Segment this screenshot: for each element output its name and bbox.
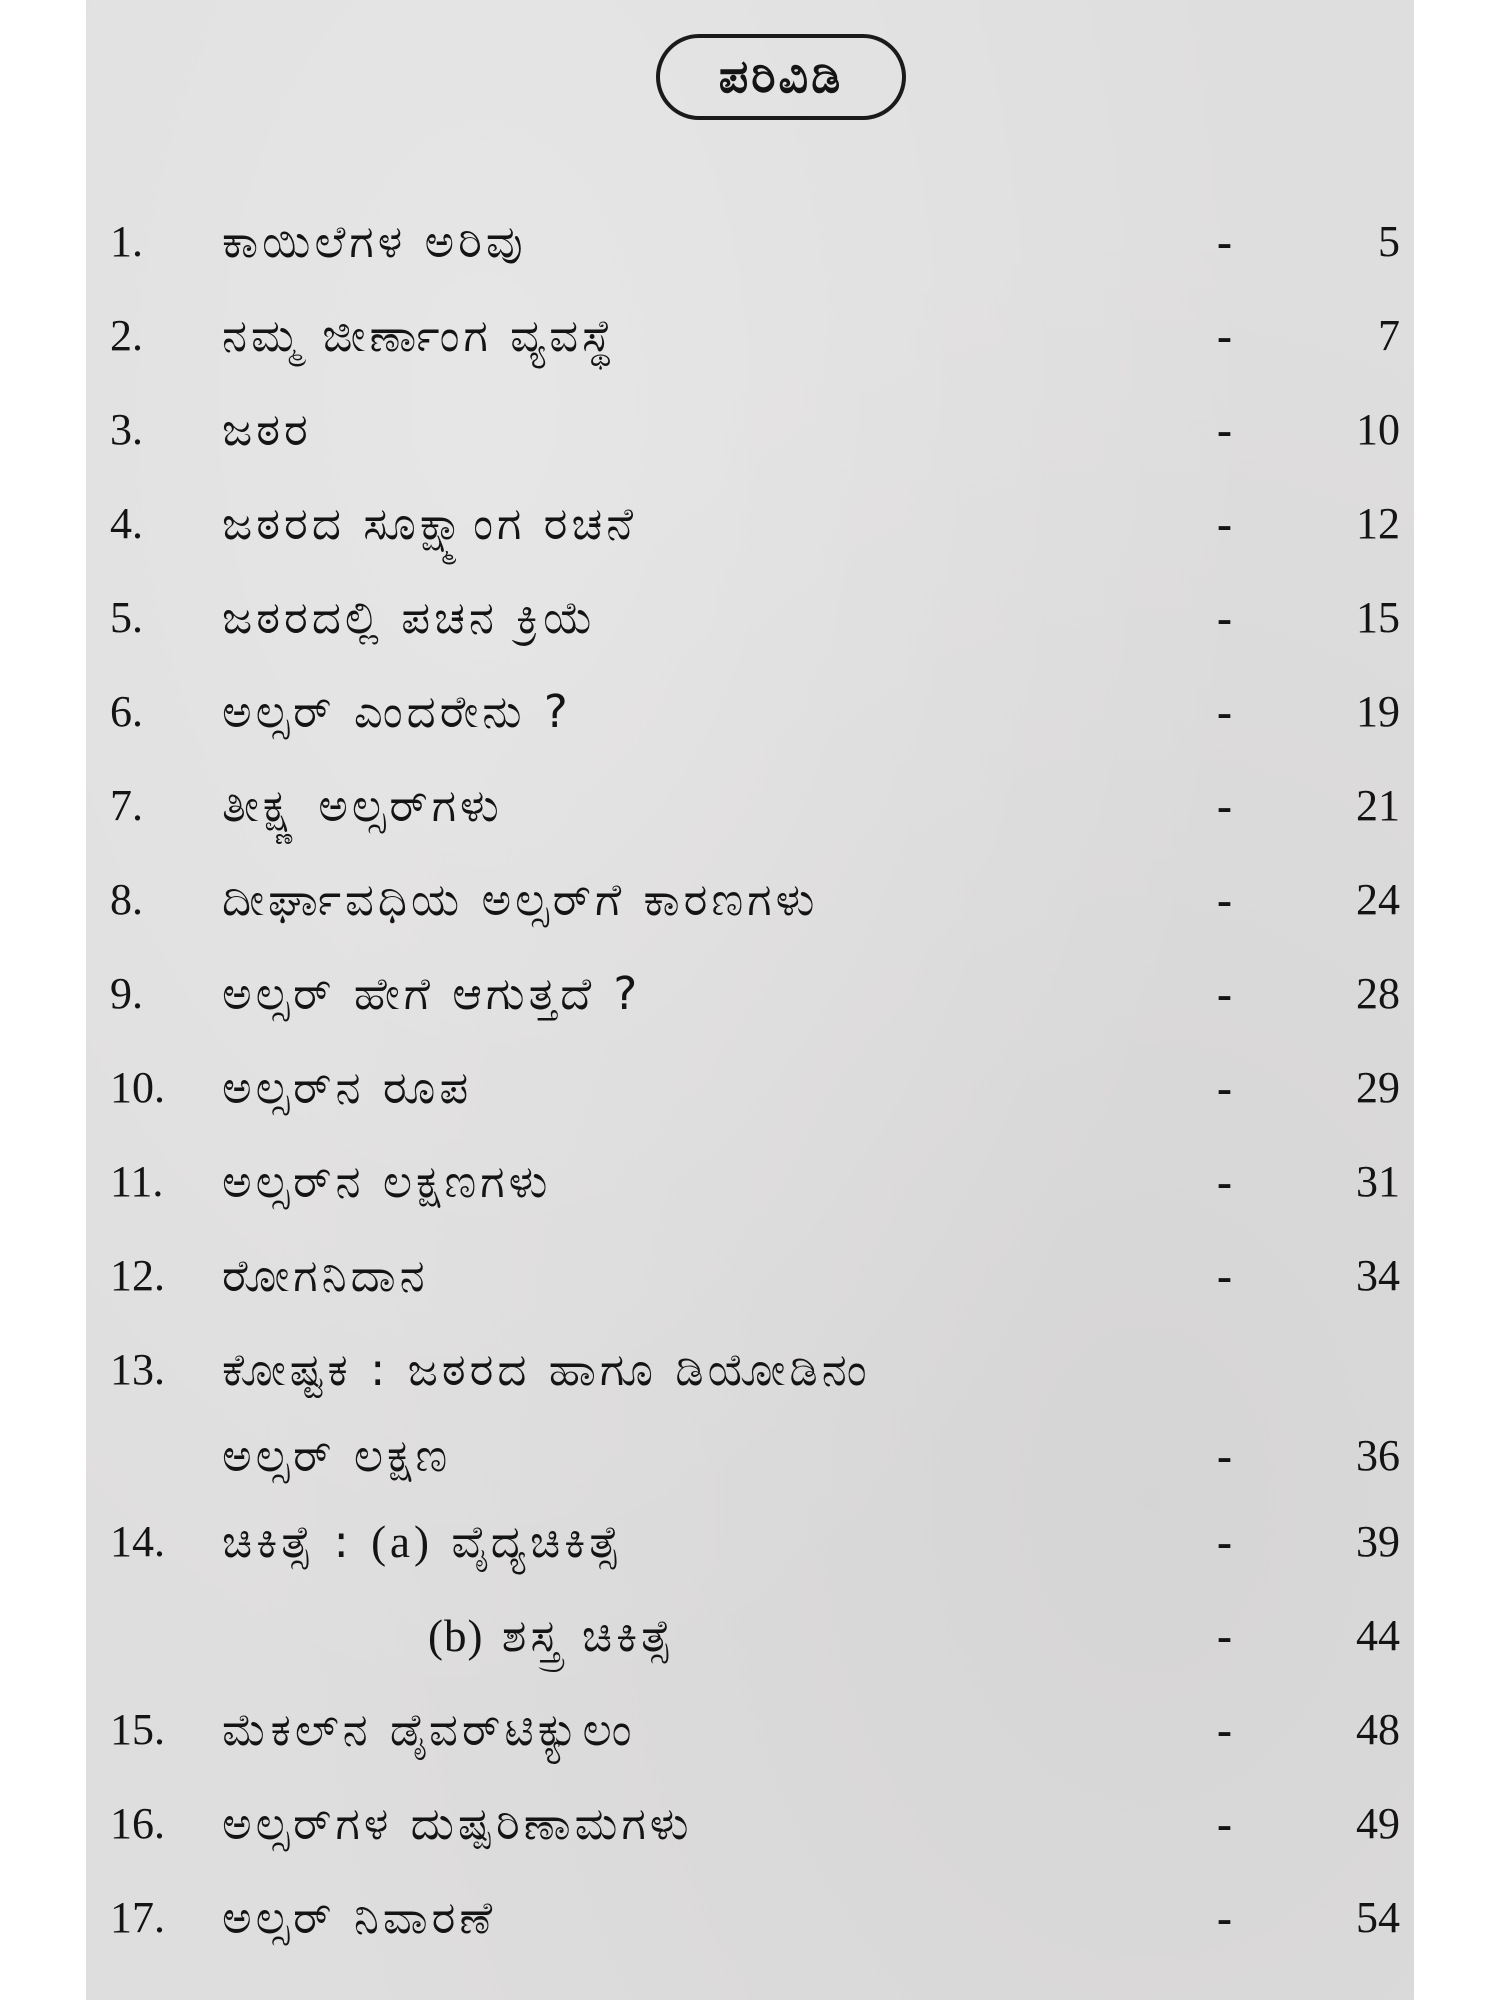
entry-14-title: ಚಿಕಿತ್ಸೆ :: [222, 1515, 353, 1568]
entry-dash: -: [1217, 1799, 1232, 1849]
entry-page-number: 31: [1356, 1157, 1400, 1206]
contents-heading: ಪರಿವಿಡಿ: [718, 49, 844, 103]
entry-title: ಅಲ್ಸರ್‌ನ ಲಕ್ಷಣಗಳು: [222, 1155, 552, 1208]
entry-number: 3.: [110, 405, 143, 454]
toc-entry: [110, 383, 1400, 477]
entry-number: 12.: [110, 1251, 165, 1300]
entry-title: ಜಠರದಲ್ಲಿ ಪಚನ ಕ್ರಿಯೆ: [222, 591, 598, 644]
toc-entry: [110, 1871, 1400, 1965]
entry-number: 8.: [110, 875, 143, 924]
entry-number: 14.: [110, 1517, 165, 1566]
entry-title: ಜಠರ: [222, 403, 312, 456]
entry-dash: -: [1217, 1157, 1232, 1207]
entry-title: ಅಲ್ಸರ್ ಹೇಗೆ ಆಗುತ್ತದೆ ?: [222, 967, 642, 1020]
toc-entry-13-line1: [110, 1323, 1400, 1409]
toc-entry: [110, 1229, 1400, 1323]
entry-page-number: 24: [1356, 875, 1400, 924]
entry-page-number: 48: [1356, 1705, 1400, 1754]
subentry-b: [428, 1589, 675, 1683]
toc-entry-13-line2: [110, 1409, 1400, 1495]
entry-dash: -: [1217, 1893, 1232, 1943]
entry-dash: -: [1217, 687, 1232, 737]
entry-dash: -: [1217, 875, 1232, 925]
entry-page-number: 36: [1356, 1431, 1400, 1480]
entry-number: 9.: [110, 969, 143, 1018]
entry-number: 16.: [110, 1799, 165, 1848]
entry-dash: -: [1217, 1517, 1232, 1567]
toc-entry-14b: [110, 1589, 1400, 1683]
subentry-b-label: (b): [428, 1611, 484, 1661]
entry-number: 11.: [110, 1157, 164, 1206]
entry-page-number: 49: [1356, 1799, 1400, 1848]
entry-page-number: 28: [1356, 969, 1400, 1018]
entry-dash: -: [1217, 1251, 1232, 1301]
entry-number: 1.: [110, 217, 143, 266]
entry-page-number: 44: [1356, 1611, 1400, 1660]
entry-page-number: 34: [1356, 1251, 1400, 1300]
contents-heading-box: [656, 34, 906, 120]
entry-page-number: 10: [1356, 405, 1400, 454]
entry-title: ಕಾಯಿಲೆಗಳ ಅರಿವು: [222, 215, 527, 268]
table-of-contents: [110, 195, 1400, 1965]
entry-page-number: 29: [1356, 1063, 1400, 1112]
entry-title: ಅಲ್ಸರ್‌ನ ರೂಪ: [222, 1061, 473, 1114]
entry-number: 5.: [110, 593, 143, 642]
entry-number: 6.: [110, 687, 143, 736]
entry-page-number: 5: [1378, 217, 1400, 266]
entry-title: ಅಲ್ಸರ್‌ಗಳ ದುಷ್ಪರಿಣಾಮಗಳು: [222, 1797, 693, 1850]
subentry-b-title: ಶಸ್ತ್ರ ಚಿಕಿತ್ಸೆ: [501, 1609, 676, 1662]
entry-number: 2.: [110, 311, 143, 360]
entry-title: ಅಲ್ಸರ್ ನಿವಾರಣೆ: [222, 1891, 497, 1944]
entry-number: 17.: [110, 1893, 165, 1942]
entry-dash: -: [1217, 969, 1232, 1019]
entry-page-number: 39: [1356, 1517, 1400, 1566]
entry-page-number: 12: [1356, 499, 1400, 548]
entry-title: ನಮ್ಮ ಜೀರ್ಣಾಂಗ ವ್ಯವಸ್ಥೆ: [222, 309, 617, 362]
entry-title: ಮೆಕಲ್‌ನ ಡೈವರ್‌ಟಿಕ್ಯುಲಂ: [222, 1703, 636, 1756]
entry-page-number: 54: [1356, 1893, 1400, 1942]
entry-title: ರೋಗನಿದಾನ: [222, 1249, 429, 1302]
toc-entry: [110, 195, 1400, 289]
entry-number: 13.: [110, 1345, 165, 1394]
entry-number: 10.: [110, 1063, 165, 1112]
entry-title-line2: ಅಲ್ಸರ್ ಲಕ್ಷಣ: [222, 1429, 452, 1482]
entry-number: 4.: [110, 499, 143, 548]
entry-dash: -: [1217, 593, 1232, 643]
entry-title: ದೀರ್ಘಾವಧಿಯ ಅಲ್ಸರ್‌ಗೆ ಕಾರಣಗಳು: [222, 873, 819, 926]
toc-entry-14a: [110, 1495, 1400, 1589]
subentry-a-label: (a): [371, 1517, 434, 1567]
toc-entry: [110, 1683, 1400, 1777]
entry-dash: -: [1217, 1705, 1232, 1755]
entry-dash: -: [1217, 311, 1232, 361]
entry-page-number: 19: [1356, 687, 1400, 736]
entry-dash: -: [1217, 1063, 1232, 1113]
toc-entry: [110, 477, 1400, 571]
entry-title: [222, 1495, 623, 1589]
entry-title: ಅಲ್ಸರ್ ಎಂದರೇನು ?: [222, 685, 572, 738]
book-page: [86, 0, 1414, 2000]
entry-number: 7.: [110, 781, 143, 830]
toc-entry: [110, 1041, 1400, 1135]
entry-dash: -: [1217, 405, 1232, 455]
entry-dash: -: [1217, 499, 1232, 549]
entry-title: ಜಠರದ ಸೂಕ್ಷ್ಮಾಂಗ ರಚನೆ: [222, 497, 638, 550]
entry-title: ತೀಕ್ಷ್ಣ ಅಲ್ಸರ್‌ಗಳು: [222, 779, 503, 832]
toc-entry: [110, 289, 1400, 383]
entry-dash: -: [1217, 1431, 1232, 1481]
toc-entry: [110, 759, 1400, 853]
entry-page-number: 7: [1378, 311, 1400, 360]
entry-dash: -: [1217, 217, 1232, 267]
entry-dash: -: [1217, 781, 1232, 831]
entry-page-number: 15: [1356, 593, 1400, 642]
toc-entry: [110, 665, 1400, 759]
entry-dash: -: [1217, 1611, 1232, 1661]
toc-entry: [110, 1135, 1400, 1229]
entry-page-number: 21: [1356, 781, 1400, 830]
toc-entry: [110, 853, 1400, 947]
subentry-a-title: ವೈದ್ಯಚಿಕಿತ್ಸೆ: [451, 1515, 624, 1568]
toc-entry: [110, 571, 1400, 665]
toc-entry: [110, 1777, 1400, 1871]
entry-title-line1: ಕೋಷ್ಟಕ : ಜಠರದ ಹಾಗೂ ಡಿಯೋಡಿನಂ: [222, 1343, 871, 1396]
entry-number: 15.: [110, 1705, 165, 1754]
toc-entry: [110, 947, 1400, 1041]
